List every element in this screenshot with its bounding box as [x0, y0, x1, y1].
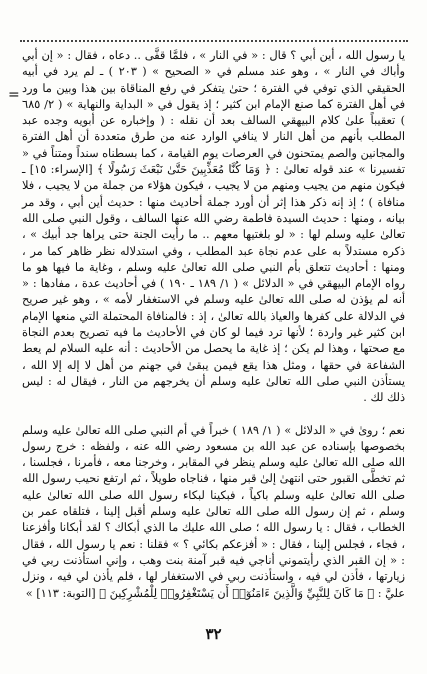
paragraph-1: يا رسول الله ، أين أبي ؟ قال : « في النار » ، فلمَّا قفَّى .. دعاه ، فقال : « إن أبي وأباك في النار » ، وهو عند مسلم في « الصحيح » ( ٢٠٣ ) ـ لم يرد في أبيه الحقيقي الذي توفي في الفترة ؛ حتىٰ يتفكر في رفع المناقاة بين هذا وبين ما ورد في أهل الفترة كما صنع الإمام ابن كثير ؛ إذ يقول في « البداية والنهاية » ( ٢/ ٦٨٥ ) تعقيباً علىٰ كلام البيهقي السالف بعد أن نقله : ( وإخباره عن أبويه وجده عبد المطلب بأنهم من أهل النار لا ينافي الوارد عنه من طرق متعددة أن أهل الفترة والمجانين والصم يمتحنون في العرصات يوم القيامة ، كما بسطناه سنداً ومتناً في « تفسيرنا » عند قوله تعالىٰ : ﴿ وَمَا كُنَّا مُعَذِّبِينَ حَتَّىٰ نَبْعَثَ رَسُولًا ﴾ [الإسراء: ١٥] ـ فيكون منهم من يجيب ومنهم من لا يجيب ، فيكون هؤلاء من جملة من لا يجيب ، فلا منافاة ) ؛ إذ إنه ذكر هذا إثر أن أورد جملة أحاديث منها : حديث أين أبي ، وقد مر بيانه ، ومنها : حديث السيدة فاطمة رضي الله عنها السالف ، وقول النبي صلى الله تعالىٰ عليه وسلم لها : « لو بلغتيها معهم .. ما رأيت الجنة حتى يراها جد أبيك » ، ذكره مستدلاً به على عدم نجاة عبد المطلب ، وفي استدلاله نظر ظاهر كما مر ، ومنها : أحاديث تتعلق بأم النبي صلى الله تعالىٰ عليه وسلم ، وغاية ما فيها هو ما رواه الإمام البيهقي في « الدلائل » ( ١/ ١٨٩ ـ ١٩٠ ) في أحاديث عدة ، مفادها : « أنه لم يؤذن له صلى الله تعالىٰ عليه وسلم في الاستغفار لأمه » ، وهو غير صريح في الدلالة على كفرها والعياذ بالله تعالىٰ ، إذ : فالمنافاة المحتملة التي منعها الإمام ابن كثير غير واردة ؛ لأنها ترد فيما لو كان في الأحاديث ما فيه تصريح بعدم النجاة مع صحتها ، وهذا لم يكن ؛ إذ غاية ما يحصل من الأحاديث : أنه عليه السلام لم يعط الشفاعة في حقها ، ومثل هذا يقع فيمن يبقىٰ في جهنم من أهل لا إله إلا الله ، يستأذن النبي صلى الله تعالىٰ عليه وسلم أن يخرجهم من النار ، فيقال له : ليس ذلك لك . — [22, 49, 406, 405]
header-dotted-rule — [20, 40, 408, 42]
page-number: ٣٢ — [205, 625, 222, 643]
body-text — [22, 48, 405, 602]
paragraph-2: نعم ؛ روىٰ في « الدلائل » ( ١/ ١٨٩ ) خبراً في أم النبي صلى الله تعالىٰ عليه وسلم بخصوصها بإسناده عن عبد الله بن مسعود رضي الله عنه ، ولفظه : خرج رسول الله صلى الله تعالىٰ عليه وسلم ينظر في المقابر ، وخرجنا معه ، فأمرنا ، فجلسنا ، ثم تخطَّى القبور حتى انتهىٰ إلىٰ قبر منها ، فناجاه طويلاً ، ثم ارتفع نحيب رسول الله صلى الله تعالىٰ عليه وسلم باكياً ، فبكينا لبكاء رسول الله صلى الله تعالىٰ عليه وسلم ، ثم إن رسول الله صلى الله تعالىٰ عليه وسلم أقبل إلينا ، فتلقاه عمر بن الخطاب ، فقال : يا رسول الله ؛ صلى الله عليك ما الذي أبكاك ؟ لقد أبكانا وأفزعنا ، فجاء ، فجلس إلينا ، فقال : « أفزعكم بكائي ؟ » فقلنا : نعم يا رسول الله ، فقال : « إن القبر الذي رأيتموني أناجي فيه قبر آمنة بنت وهب ، وإني استأذنت ربي في زيارتها ، فأذن لي فيه ، واستأذنت ربي في الاستغفار لها ، فلم يأذن لي فيه ، ونزل عليَّ : ﴿ مَا كَانَ لِلنَّبِيِّ وَالَّذِينَ ءَامَنُوٓا۟ أَن يَسْتَغْفِرُوا۟ لِلْمُشْرِكِينَ ﴾ [التوبة: ١١٣] » — [22, 423, 405, 600]
continuation-marker: = — [8, 87, 20, 103]
